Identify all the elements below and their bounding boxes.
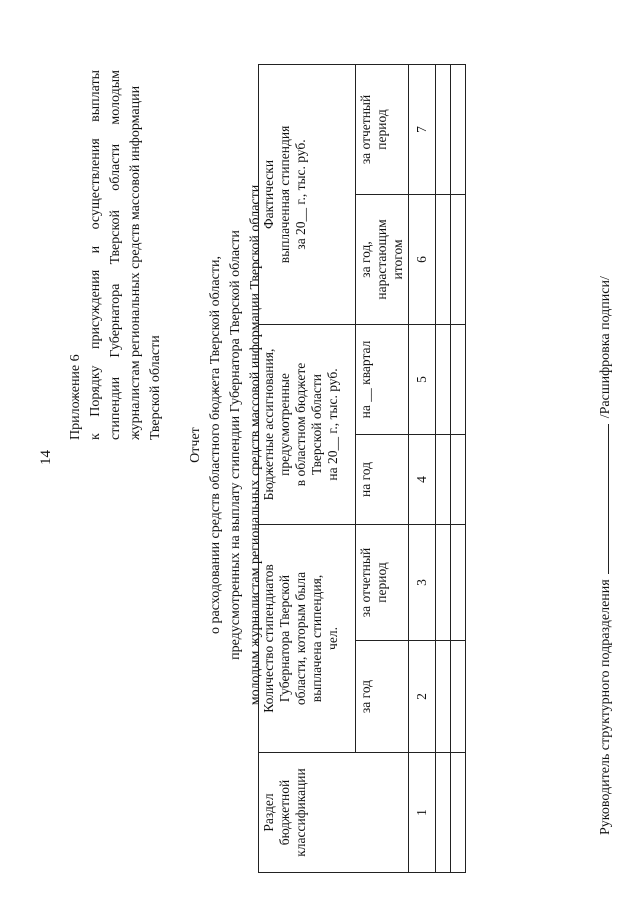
annex-line: Тверской области — [148, 335, 163, 440]
header-scholars-count: Количество стипендиатов Губернатора Тверской области, которым была выплачена стипендия, чел. — [259, 524, 356, 752]
subheader-c5: на __ квартал — [356, 324, 409, 434]
column-number: 3 — [409, 524, 436, 640]
column-number: 2 — [409, 641, 436, 753]
empty-row — [451, 64, 466, 872]
subheader-c4: на год — [356, 434, 409, 524]
signature-decoding: /Расшифровка подписи/ — [598, 276, 613, 419]
empty-row — [436, 64, 451, 872]
column-number: 5 — [409, 324, 436, 434]
subheader-c3: за отчетный период — [356, 524, 409, 640]
annex-title: Приложение 6 — [68, 354, 83, 440]
header-budget-allocations: Бюджетные ассигнования, предусмотренные в областном бюджете Тверской области на 20__ г., тыс. руб. — [259, 324, 356, 524]
report-title-line: о расходовании средств областного бюджета Тверской области, — [208, 256, 223, 634]
report-title-line: молодым журналистам региональных средств массовой информации Тверской области — [248, 184, 263, 706]
report-table — [258, 64, 466, 873]
annex-line: к Порядку присуждения и осуществления выплаты — [88, 70, 103, 440]
signature-line — [596, 276, 614, 835]
column-numbers-row — [409, 64, 436, 872]
report-heading: Отчет — [188, 427, 203, 463]
report-title — [186, 145, 266, 745]
column-number: 1 — [409, 753, 436, 873]
header-budget-section: Раздел бюджетной классификации — [259, 753, 409, 873]
column-number: 4 — [409, 434, 436, 524]
subheader-c2: за год — [356, 641, 409, 753]
column-number: 6 — [409, 194, 436, 324]
column-number: 7 — [409, 64, 436, 194]
annex-block — [66, 70, 166, 440]
page-number: 14 — [38, 450, 54, 465]
subheader-c7: за отчетный период — [356, 64, 409, 194]
signature-blank — [596, 424, 609, 574]
header-actual-paid: Фактически выплаченная стипендия за 20__ г., тыс. руб. — [259, 64, 356, 324]
annex-line: журналистам региональных средств массовой информации — [128, 85, 143, 440]
subheader-c6: за год, нарастающим итогом — [356, 194, 409, 324]
signature-position: Руководитель структурного подразделения — [598, 579, 613, 835]
report-title-line: предусмотренных на выплату стипендии Губернатора Тверской области — [228, 230, 243, 660]
annex-line: стипендии Губернатора Тверской области молодым — [108, 70, 123, 440]
